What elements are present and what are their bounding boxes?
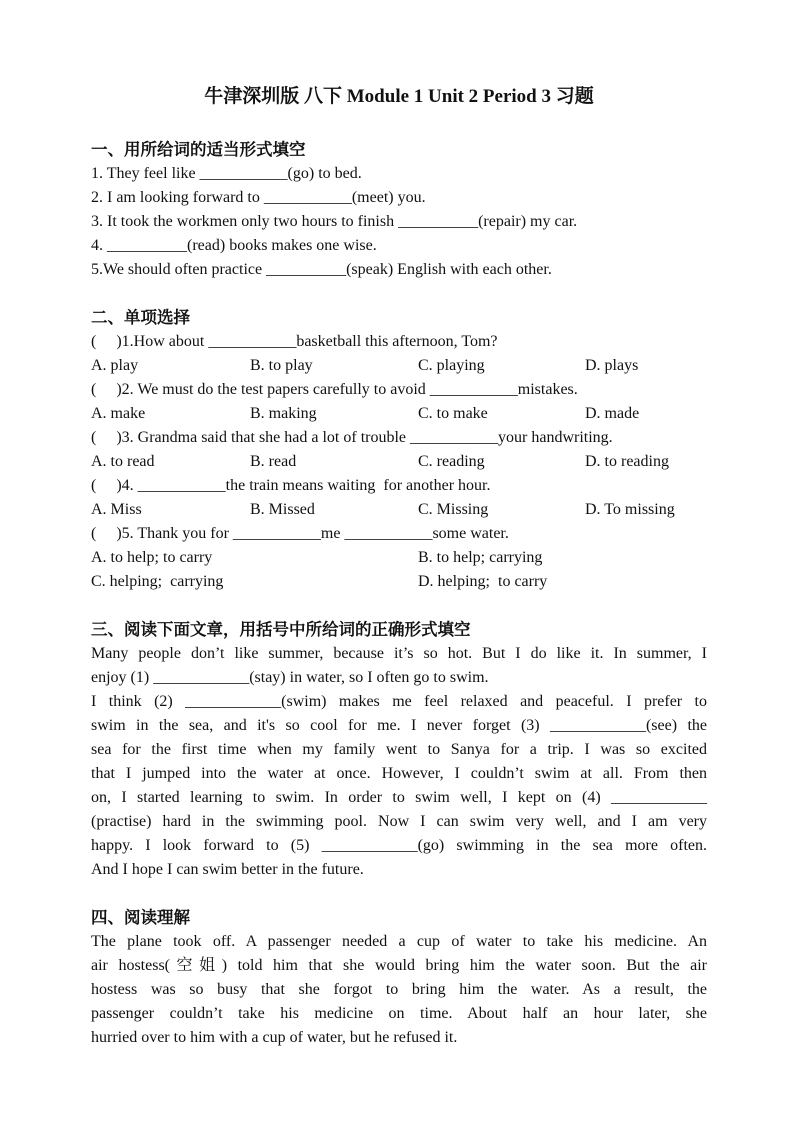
passage-line: passenger couldn’t take his medicine on time. About half an hour later, she <box>91 1005 707 1022</box>
passage-line: hostess was so busy that she forgot to bring him the water. As a result, the <box>91 981 707 998</box>
option-b: B. to play <box>250 357 313 374</box>
passage-line: sea for the first time when my family went to Sanya for a trip. I was so excited <box>91 741 707 758</box>
option-row <box>91 570 707 594</box>
passage-line: on, I started learning to swim. In order to swim well, I kept on (4) ____________ <box>91 789 707 806</box>
option-a: A. play <box>91 357 139 374</box>
option-row <box>91 546 707 570</box>
option-a: A. Miss <box>91 501 142 518</box>
option-d: D. to reading <box>585 453 669 470</box>
passage-line: (practise) hard in the swimming pool. Now I can swim very well, and I am very <box>91 813 707 830</box>
section2-heading: 二、单项选择 <box>91 308 190 327</box>
option-d: D. helping; to carry <box>418 573 548 590</box>
option-d: D. plays <box>585 357 639 374</box>
option-b: B. Missed <box>250 501 315 518</box>
question-stem: ( )5. Thank you for ___________me ___________some water. <box>91 525 509 542</box>
option-c: C. to make <box>418 405 488 422</box>
question-stem: ( )1.How about ___________basketball this afternoon, Tom? <box>91 333 498 350</box>
option-c: C. reading <box>418 453 485 470</box>
passage-line: happy. I look forward to (5) ____________(go) swimming in the sea more often. <box>91 837 707 854</box>
option-b: B. read <box>250 453 297 470</box>
page-title: 牛津深圳版 八下 Module 1 Unit 2 Period 3 习题 <box>204 86 594 107</box>
fill-blank-item: 4. __________(read) books makes one wise. <box>91 237 377 254</box>
passage-line: hurried over to him with a cup of water, but he refused it. <box>91 1029 458 1046</box>
option-a: A. to help; to carry <box>91 549 213 566</box>
option-c: C. playing <box>418 357 485 374</box>
passage-line: And I hope I can swim better in the future. <box>91 861 364 878</box>
reading-passage <box>91 930 707 1050</box>
fill-blank-item: 5.We should often practice __________(speak) English with each other. <box>91 261 552 278</box>
option-c: C. helping; carrying <box>91 573 224 590</box>
passage-line: swim in the sea, and it's so cool for me. I never forget (3) ____________(see) the <box>91 717 707 734</box>
option-c: C. Missing <box>418 501 489 518</box>
passage-line: Many people don’t like summer, because it’s so hot. But I do like it. In summer, I <box>91 645 707 662</box>
option-b: B. making <box>250 405 317 422</box>
option-row <box>91 498 707 522</box>
option-d: D. To missing <box>585 501 675 518</box>
section3-heading: 三、阅读下面文章，用括号中所给词的正确形式填空 <box>91 620 471 639</box>
option-a: A. make <box>91 405 146 422</box>
fill-blank-item: 3. It took the workmen only two hours to finish __________(repair) my car. <box>91 213 578 230</box>
passage-line: I think (2) ____________(swim) makes me feel relaxed and peaceful. I prefer to <box>91 693 707 710</box>
option-row <box>91 450 707 474</box>
option-row <box>91 354 707 378</box>
section1-heading: 一、用所给词的适当形式填空 <box>91 140 306 159</box>
worksheet-page <box>91 84 707 1050</box>
option-b: B. to help; carrying <box>418 549 543 566</box>
passage-line: air hostess(空姐) told him that she would bring him the water soon. But the air <box>91 957 707 974</box>
passage-line: enjoy (1) ____________(stay) in water, so I often go to swim. <box>91 669 489 686</box>
option-row <box>91 402 707 426</box>
cloze-passage <box>91 642 707 882</box>
fill-blank-item: 2. I am looking forward to ___________(meet) you. <box>91 189 426 206</box>
option-d: D. made <box>585 405 640 422</box>
question-stem: ( )3. Grandma said that she had a lot of trouble ___________your handwriting. <box>91 429 613 446</box>
section4-heading: 四、阅读理解 <box>91 908 190 927</box>
option-a: A. to read <box>91 453 155 470</box>
passage-line: The plane took off. A passenger needed a cup of water to take his medicine. An <box>91 933 707 950</box>
question-stem: ( )4. ___________the train means waiting for another hour. <box>91 477 491 494</box>
question-stem: ( )2. We must do the test papers carefully to avoid ___________mistakes. <box>91 381 578 398</box>
passage-line: that I jumped into the water at once. However, I couldn’t swim at all. From then <box>91 765 707 782</box>
fill-blank-item: 1. They feel like ___________(go) to bed. <box>91 165 362 182</box>
